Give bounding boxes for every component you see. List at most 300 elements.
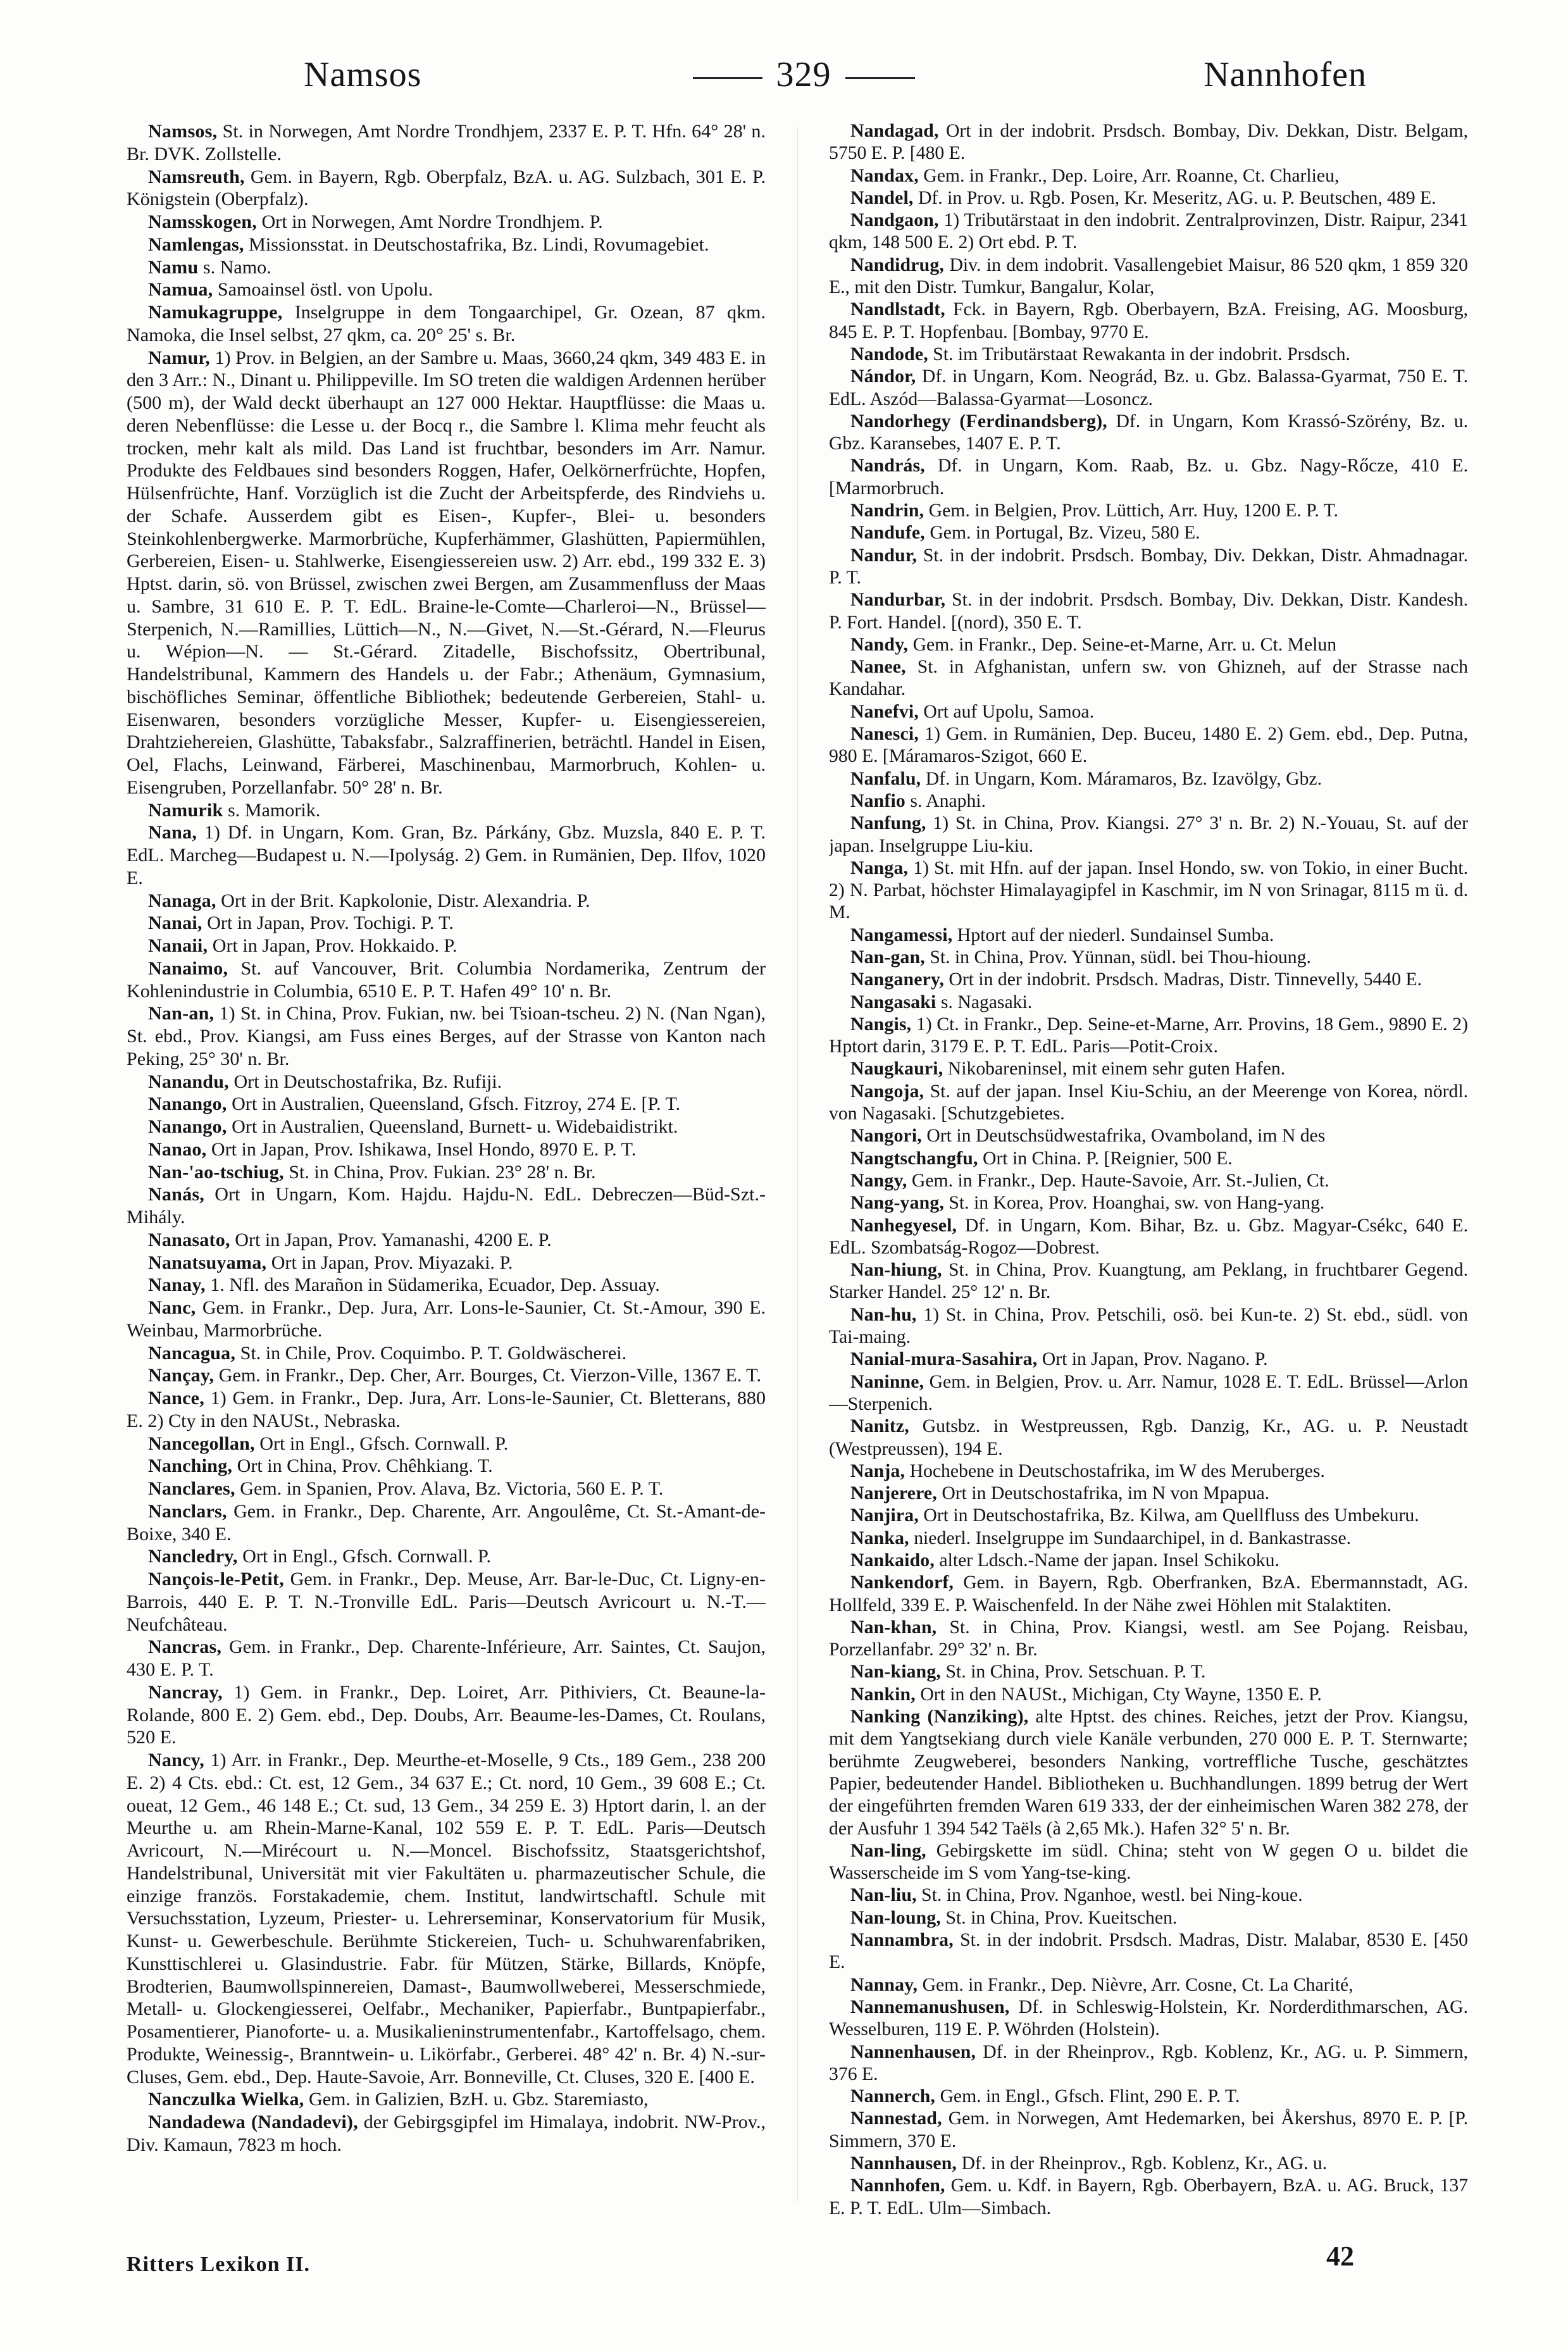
entry-text: St. in China, Prov. Kuangtung, am Peklang, in fruchtbarer Gegend. Starker Handel. 25° 12' n. Br.	[829, 1260, 1468, 1303]
entry-headword: Nandrás,	[850, 456, 925, 476]
dictionary-entry	[127, 1002, 766, 1070]
entry-text: Df. in Ungarn, Kom. Neográd, Bz. u. Gbz. Balassa-Gyarmat, 750 E. T. EdL. Aszód—Balassa-Gyarmat—Losoncz.	[829, 366, 1468, 409]
left-entry-list	[127, 120, 766, 2156]
dictionary-entry	[829, 1304, 1468, 1349]
dictionary-entry	[829, 1505, 1468, 1527]
dictionary-entry	[829, 656, 1468, 701]
entry-text: 1) Gem. in Frankr., Dep. Jura, Arr. Lons-le-Saunier, Ct. Bletterans, 880 E. 2) Cty in den NAUSt., Nebraska.	[127, 1387, 766, 1431]
entry-headword: Nan-kiang,	[850, 1662, 942, 1683]
entry-text: Fck. in Bayern, Rgb. Oberbayern, BzA. Freising, AG. Moosburg, 845 E. P. T. Hopfenbau. [Bombay, 9770 E.	[829, 299, 1468, 342]
entry-headword: Nan-ling,	[850, 1840, 926, 1861]
dictionary-entry	[829, 1706, 1468, 1840]
running-head	[146, 49, 1462, 100]
dictionary-entry	[829, 1170, 1468, 1192]
entry-headword: Nanaimo,	[148, 957, 228, 979]
sheet-number: 42	[1326, 2241, 1354, 2272]
entry-text: Ort in den NAUSt., Michigan, Cty Wayne, 1350 E. P.	[920, 1684, 1322, 1705]
entry-headword: Nanja,	[850, 1460, 905, 1481]
entry-headword: Nandagad,	[850, 121, 939, 141]
dictionary-entry	[127, 1183, 766, 1229]
entry-text: Ort in Deutschostafrika, Bz. Rufiji.	[233, 1070, 502, 1092]
entry-headword: Namukagruppe,	[148, 301, 283, 323]
dictionary-entry	[829, 768, 1468, 790]
entry-headword: Naugkauri,	[850, 1059, 943, 1080]
dictionary-entry	[127, 233, 766, 256]
entry-headword: Nanaga,	[148, 889, 216, 911]
entry-text: Hochebene in Deutschostafrika, im W des Meruberges.	[909, 1460, 1325, 1481]
entry-headword: Namurik	[148, 799, 223, 821]
entry-text: St. in China, Prov. Setschuan. P. T.	[945, 1662, 1206, 1683]
dash-right	[845, 77, 915, 79]
entry-text: Gem. in Frankr., Dep. Seine-et-Marne, Arr. u. Ct. Melun	[912, 634, 1337, 655]
entry-headword: Nan-gan,	[850, 947, 925, 968]
entry-text: Df. in Ungarn, Kom Krassó-Szörény, Bz. u. Gbz. Karansebes, 1407 E. P. T.	[829, 411, 1468, 454]
entry-text: der Gebirgsgipfel im Himalaya, indobrit. NW-Prov., Div. Kamaun, 7823 m hoch.	[127, 2111, 766, 2155]
entry-headword: Nannhofen,	[850, 2175, 945, 2196]
entry-headword: Nannemanushusen,	[850, 1996, 1010, 2017]
dictionary-entry	[829, 947, 1468, 969]
entry-text: 1) St. in China, Prov. Fukian, nw. bei Tsioan-tscheu. 2) N. (Nan Ngan), St. ebd., Prov. Kiangsi, am Fuss eines Berges, auf der Strasse von Kanton nach Peking, 25° 30' n. Br.	[127, 1002, 766, 1069]
dictionary-entry	[829, 411, 1468, 456]
entry-headword: Nanjerere,	[850, 1483, 937, 1504]
entry-headword: Nandy,	[850, 634, 909, 655]
dictionary-entry	[829, 1550, 1468, 1572]
entry-text: Gem. in Bayern, Rgb. Oberpfalz, BzA. u. AG. Sulzbach, 301 E. P. Königstein (Oberpfalz).	[127, 165, 766, 210]
entry-headword: Nançay,	[148, 1364, 215, 1386]
entry-headword: Nancegollan,	[148, 1432, 255, 1454]
entry-text: St. in der indobrit. Prsdsch. Bombay, Div. Dekkan, Distr. Ahmadnagar. P. T.	[829, 545, 1468, 588]
dictionary-entry	[127, 1274, 766, 1297]
dictionary-entry	[829, 1572, 1468, 1617]
entry-headword: Nangoja,	[850, 1081, 924, 1102]
entry-headword: Nanaii,	[148, 935, 208, 956]
text-columns	[127, 120, 1468, 2227]
dictionary-entry	[127, 1455, 766, 1478]
entry-headword: Nandufe,	[850, 523, 925, 544]
entry-text: Nikobareninsel, mit einem sehr guten Hafen.	[947, 1059, 1286, 1080]
dictionary-entry	[127, 1500, 766, 1546]
dictionary-entry	[829, 2175, 1468, 2220]
entry-headword: Nan-liu,	[850, 1885, 917, 1906]
entry-text: Ort in Norwegen, Amt Nordre Trondhjem. P.	[261, 211, 603, 232]
entry-text: St. in Afghanistan, unfern sw. von Ghizneh, auf der Strasse nach Kandahar.	[829, 657, 1468, 700]
entry-headword: Namua,	[148, 278, 213, 301]
entry-text: Ort in Ungarn, Kom. Hajdu. Hajdu-N. EdL. Debreczen—Büd-Szt.-Mihály.	[127, 1183, 766, 1228]
entry-text: Gutsbz. in Westpreussen, Rgb. Danzig, Kr., AG. u. P. Neustadt (Westpreussen), 194 E.	[829, 1416, 1468, 1459]
entry-text: St. auf der japan. Insel Kiu-Schiu, an der Meerenge von Korea, nördl. von Nagasaki. [Schutzgebietes.	[829, 1081, 1468, 1124]
entry-headword: Nandgaon,	[850, 210, 939, 231]
dictionary-entry	[127, 211, 766, 233]
entry-text: 1) Ct. in Frankr., Dep. Seine-et-Marne, Arr. Provins, 18 Gem., 9890 E. 2) Hptort darin, 3179 E. P. T. EdL. Paris—Potit-Croix.	[829, 1014, 1468, 1057]
dictionary-entry	[127, 1138, 766, 1161]
dictionary-entry	[829, 366, 1468, 411]
entry-text: 1) Prov. in Belgien, an der Sambre u. Maas, 3660,24 qkm, 349 483 E. in den 3 Arr.: N., Dinant u. Philippeville. Im SO treten die waldigen Ardennen herüber (500 m), der Wald deckt überhaupt an 127 000 Hektar. Hauptflüsse: die Maas u. deren Nebenflüsse: die Lesse u. der Bocq r., die Sambre l. Klima mehr feucht als trocken, mehr kalt als mild. Das Land ist fruchtbar, besonders im Arr. Namur. Produkte des Feldbaues sind besonders Roggen, Hafer, Oelkörnerfrüchte, Hopfen, Hülsenfrüchte, Hanf. Vorzüglich ist die Zucht der Arbeitspferde, des Rindviehs u. der Schafe. Ausserdem gibt es Eisen-, Kupfer-, Blei- u. besonders Steinkohlenbergwerke. Marmorbrüche, Kupferhämmer, Glashütten, Papiermühlen, Gerbereien, Eisen- u. Stahlwerke, Eisengiessereien usw. 2) Arr. ebd., 199 332 E. 3) Hptst. darin, sö. von Brüssel, zwischen zwei Bergen, am Zusammenfluss der Maas u. Sambre, 31 610 E. P. T. EdL. Braine-le-Comte—Charleroi—N., Brüssel—Sterpenich, N.—Ramillies, Lüttich—N., N.—Givet, N.—St.-Gérard, N.—Fleurus u. Wépion—N. — St.-Gérard. Zitadelle, Bischofssitz, Obertribunal, Handelstribunal, Kammern des Handels u. der Fabr.; Athenäum, Gymnasium, bischöfliches Seminar, öffentliche Bibliothek; bedeutende Gerbereien, Stahl- u. Eisenwaren, besonders vorzügliche Messer, Kupfer- u. Eisengiessereien, Drahtziehereien, Glashütte, Tabaksfabr., Salzraffinerien, beträchtl. Handel in Eisen, Oel, Flachs, Leinwand, Färberei, Maschinenbau, Marmorbruch, Kohlen- u. Eisengruben, Porzellanfabr. 50° 28' n. Br.	[127, 346, 766, 798]
dictionary-entry	[829, 1483, 1468, 1505]
dictionary-entry	[829, 1371, 1468, 1416]
entry-text: Gem. in Spanien, Prov. Alava, Bz. Victoria, 560 E. P. T.	[240, 1478, 664, 1499]
dictionary-entry	[829, 455, 1468, 500]
entry-headword: Nándor,	[850, 366, 916, 387]
entry-text: Ort in Japan, Prov. Tochigi. P. T.	[207, 912, 454, 934]
dictionary-entry	[127, 1071, 766, 1093]
dictionary-entry	[127, 301, 766, 347]
entry-headword: Nandidrug,	[850, 254, 945, 275]
dictionary-entry	[127, 1433, 766, 1455]
dictionary-entry	[829, 1974, 1468, 1996]
entry-headword: Nangasaki	[850, 992, 936, 1012]
entry-headword: Nannay,	[850, 1974, 918, 1995]
entry-headword: Nan-loung,	[850, 1907, 942, 1928]
dictionary-entry	[127, 2088, 766, 2111]
entry-text: Gem. in Belgien, Prov. Lüttich, Arr. Huy, 1200 E. P. T.	[928, 501, 1338, 521]
dictionary-entry	[127, 1252, 766, 1274]
entry-headword: Namu	[148, 256, 199, 278]
entry-text: St. in der indobrit. Prsdsch. Madras, Distr. Malabar, 8530 E. [450 E.	[829, 1930, 1468, 1973]
dictionary-entry	[127, 912, 766, 935]
dictionary-entry	[127, 1681, 766, 1749]
dictionary-entry	[829, 924, 1468, 947]
entry-text: alte Hptst. des chines. Reiches, jetzt der Prov. Kiangsu, mit dem Yangtsekiang durch viele Kanäle verbunden, 270 000 E. P. T. Sternwarte; berühmte Zeugweberei, besonders Nanking, vortreffliche Tusche, geschätztes Papier, bedeutender Handel. Bibliotheken u. Buchhandlungen. 1899 betrug der Wert der eingeführten fremden Waren 619 333, der der einheimischen Waren 382 278, der der Ausfuhr 1 394 542 Taëls (à 2,65 Mk.). Hafen 32° 5' n. Br.	[829, 1707, 1468, 1839]
dictionary-entry	[127, 1116, 766, 1138]
entry-headword: Nangy,	[850, 1170, 907, 1191]
dictionary-entry	[127, 821, 766, 889]
right-column	[829, 120, 1468, 2227]
entry-headword: Nanás,	[148, 1183, 204, 1205]
entry-headword: Nannambra,	[850, 1930, 954, 1951]
entry-text: Ort in Australien, Queensland, Gfsch. Fitzroy, 274 E. [P. T.	[232, 1093, 681, 1115]
entry-text: Div. in dem indobrit. Vasallengebiet Maisur, 86 520 qkm, 1 859 320 E., mit den Distr. Tumkur, Bangalur, Kolar,	[829, 254, 1468, 298]
entry-headword: Nankin,	[850, 1684, 916, 1705]
entry-text: s. Anaphi.	[910, 790, 986, 811]
dictionary-entry	[829, 1907, 1468, 1929]
entry-text: Gem. in Portugal, Bz. Vizeu, 580 E.	[930, 523, 1200, 544]
entry-headword: Nankaido,	[850, 1550, 935, 1571]
dictionary-entry	[127, 1229, 766, 1252]
entry-text: Ort in Engl., Gfsch. Cornwall. P.	[242, 1545, 492, 1567]
running-head-right-word: Nannhofen	[1204, 55, 1367, 94]
entry-headword: Nanasato,	[148, 1228, 230, 1250]
entry-text: Gem. in Belgien, Prov. u. Arr. Namur, 1028 E. T. EdL. Brüssel—Arlon—Sterpenich.	[829, 1371, 1468, 1414]
entry-text: Gem. in Galizien, BzH. u. Gbz. Staremiasto,	[308, 2088, 649, 2110]
dictionary-entry	[829, 1125, 1468, 1147]
dictionary-entry	[127, 935, 766, 957]
dictionary-entry	[829, 1528, 1468, 1550]
entry-text: 1) St. in China, Prov. Petschili, osö. bei Kun-te. 2) St. ebd., südl. von Tai-maing.	[829, 1304, 1468, 1348]
entry-headword: Nanclars,	[148, 1500, 227, 1522]
dictionary-entry	[829, 120, 1468, 165]
entry-text: Gem. in Frankr., Dep. Loire, Arr. Roanne, Ct. Charlieu,	[923, 165, 1340, 186]
entry-headword: Nandorhegy (Ferdinandsberg),	[850, 411, 1107, 432]
entry-text: Ort in Japan, Prov. Yamanashi, 4200 E. P.	[235, 1228, 552, 1250]
dictionary-entry	[829, 634, 1468, 656]
entry-headword: Nanao,	[148, 1138, 207, 1160]
entry-headword: Nan-an,	[148, 1002, 215, 1024]
dictionary-entry	[829, 812, 1468, 857]
entry-headword: Nandur,	[850, 545, 918, 566]
entry-text: Gem. in Bayern, Rgb. Oberfranken, BzA. Ebermannstadt, AG. Hollfeld, 339 E. P. Waischenfeld. In der Nähe zwei Höhlen mit Stalaktiten.	[829, 1572, 1468, 1615]
dictionary-entry	[127, 2111, 766, 2156]
entry-headword: Nangis,	[850, 1014, 912, 1035]
dictionary-entry	[127, 1636, 766, 1681]
dictionary-entry	[829, 299, 1468, 344]
dictionary-entry	[829, 1215, 1468, 1260]
entry-text: Gem. in Frankr., Dep. Charente-Inférieure, Arr. Saintes, Ct. Saujon, 430 E. P. T.	[127, 1636, 766, 1680]
entry-text: Hptort auf der niederl. Sundainsel Sumba.	[957, 924, 1274, 945]
entry-text: St. in der indobrit. Prsdsch. Bombay, Div. Dekkan, Distr. Kandesh. P. Fort. Handel. [(nord), 350 E. T.	[829, 590, 1468, 633]
dictionary-entry	[829, 723, 1468, 768]
dictionary-entry	[127, 957, 766, 1003]
entry-text: niederl. Inselgruppe im Sundaarchipel, in d. Bankastrasse.	[914, 1528, 1352, 1548]
entry-headword: Nannestad,	[850, 2108, 942, 2129]
entry-text: St. in Chile, Prov. Coquimbo. P. T. Goldwäscherei.	[240, 1341, 627, 1364]
entry-text: 1) Tributärstaat in den indobrit. Zentralprovinzen, Distr. Raipur, 2341 qkm, 148 500 E. 2) Ort ebd. P. T.	[829, 210, 1468, 253]
dictionary-entry	[127, 166, 766, 211]
entry-headword: Nan-hiung,	[850, 1260, 942, 1281]
dictionary-entry	[127, 799, 766, 822]
dictionary-entry	[829, 2086, 1468, 2108]
entry-text: Df. in Ungarn, Kom. Bihar, Bz. u. Gbz. Magyar-Csékc, 640 E. EdL. Szombatság-Rogoz—Dobrest.	[829, 1215, 1468, 1258]
dictionary-entry	[829, 790, 1468, 812]
dictionary-entry	[829, 589, 1468, 634]
dictionary-entry	[829, 1884, 1468, 1907]
dictionary-entry	[829, 1192, 1468, 1214]
entry-headword: Nanganery,	[850, 969, 944, 990]
dictionary-entry	[829, 187, 1468, 209]
entry-headword: Nan-khan,	[850, 1617, 937, 1638]
entry-text: Ort auf Upolu, Samoa.	[923, 701, 1095, 722]
entry-headword: Nanesci,	[850, 724, 919, 745]
entry-text: Ort in der indobrit. Prsdsch. Bombay, Div. Dekkan, Distr. Belgam, 5750 E. P. [480 E.	[829, 121, 1468, 164]
dictionary-entry	[829, 1348, 1468, 1371]
entry-headword: Nannenhausen,	[850, 2041, 976, 2062]
entry-text: Samoainsel östl. von Upolu.	[217, 278, 433, 301]
dictionary-entry	[127, 1568, 766, 1636]
entry-headword: Nance,	[148, 1387, 204, 1409]
entry-text: Ort in China. P. [Reignier, 500 E.	[983, 1148, 1233, 1169]
entry-text: Ort in Japan, Prov. Hokkaido. P.	[212, 935, 457, 956]
entry-text: Ort in der Brit. Kapkolonie, Distr. Alexandria. P.	[221, 889, 590, 911]
dictionary-entry	[127, 1297, 766, 1342]
entry-headword: Namsreuth,	[148, 165, 245, 187]
dictionary-entry	[829, 992, 1468, 1014]
entry-headword: Nanka,	[850, 1528, 909, 1548]
dictionary-entry	[829, 969, 1468, 991]
dictionary-entry	[127, 890, 766, 912]
entry-headword: Nandax,	[850, 165, 919, 186]
entry-text: 1) Df. in Ungarn, Kom. Gran, Bz. Párkány, Gbz. Muzsla, 840 E. P. T. EdL. Marcheg—Budapest u. N.—Ipolyság. 2) Gem. in Rumänien, Dep. Ilfov, 1020 E.	[127, 821, 766, 888]
entry-text: Gem. u. Kdf. in Bayern, Rgb. Oberbayern, BzA. u. AG. Bruck, 137 E. P. T. EdL. Ulm—Simbach.	[829, 2175, 1468, 2218]
dictionary-entry	[829, 545, 1468, 590]
dictionary-entry	[829, 2108, 1468, 2153]
entry-text: Ort in Deutschostafrika, Bz. Kilwa, am Quellfluss des Umbekuru.	[923, 1505, 1419, 1526]
entry-headword: Nandrin,	[850, 501, 924, 521]
page-footer	[127, 2241, 1468, 2297]
entry-headword: Namur,	[148, 346, 210, 368]
dictionary-entry	[127, 120, 766, 166]
entry-headword: Nankendorf,	[850, 1572, 954, 1593]
dictionary-entry	[829, 1014, 1468, 1059]
entry-headword: Nançois-le-Petit,	[148, 1568, 284, 1590]
right-entry-list	[829, 120, 1468, 2220]
entry-headword: Nanai,	[148, 912, 202, 934]
entry-headword: Nanee,	[850, 657, 906, 678]
dictionary-entry	[829, 1259, 1468, 1304]
dictionary-entry	[829, 2153, 1468, 2175]
entry-text: s. Mamorik.	[227, 799, 321, 821]
entry-headword: Nanclares,	[148, 1478, 235, 1499]
entry-text: Ort in der indobrit. Prsdsch. Madras, Distr. Tinnevelly, 5440 E.	[949, 969, 1422, 990]
entry-text: s. Nagasaki.	[940, 992, 1033, 1012]
dictionary-entry	[127, 1093, 766, 1116]
entry-headword: Nancray,	[148, 1681, 223, 1703]
dictionary-entry	[127, 1342, 766, 1365]
dictionary-entry	[829, 1929, 1468, 1974]
entry-text: Ort in Australien, Queensland, Burnett- u. Widebaidistrikt.	[232, 1116, 678, 1137]
entry-text: St. in China, Prov. Kueitschen.	[945, 1907, 1178, 1928]
entry-text: St. in China, Prov. Kiangsi, westl. am See Pojang. Reisbau, Porzellanfabr. 29° 32' n. Br.	[829, 1617, 1468, 1660]
entry-headword: Nan-hu,	[850, 1304, 917, 1325]
entry-text: Ort in China, Prov. Chêhkiang. T.	[237, 1455, 493, 1477]
entry-headword: Nancras,	[148, 1636, 222, 1658]
entry-headword: Nanc,	[148, 1297, 196, 1318]
entry-headword: Nanczulka Wielka,	[148, 2088, 304, 2110]
entry-headword: Nanfio	[850, 790, 905, 811]
dictionary-entry	[127, 1387, 766, 1433]
dictionary-entry	[127, 347, 766, 799]
entry-text: 1) Arr. in Frankr., Dep. Meurthe-et-Moselle, 9 Cts., 189 Gem., 238 200 E. 2) 4 Cts. ebd.: Ct. est, 12 Gem., 34 637 E.; Ct. nord, 10 Gem., 39 608 E.; Ct. oueat, 12 Gem., 46 148 E.; Ct. sud, 13 Gem., 34 259 E. 3) Hptort darin, l. an der Meurthe u. am Rhein-Marne-Kanal, 102 559 E. P. T. EdL. Paris—Deutsch Avricourt, N.—Mirécourt u. N.—Moncel. Bischofssitz, Staatsgerichtshof, Handelstribunal, Universität mit vier Fakultäten u. pharmazeutischer Schule, die einzige französ. Forstakademie, chem. Institut, landwirtschaftl. Schule mit Versuchsstation, Lyzeum, Priester- u. Lehrerseminar, Konservatorium für Musik, Kunst- u. Gewerbeschule. Berühmte Stickereien, Tuch- u. Schuhwarenfabriken, Kunsttischlerei u. Glasindustrie. Fabr. für Mützen, Stärke, Billards, Knöpfe, Brodterien, Baumwollspinnereien, Damast-, Baumwollweberei, Messerschmiede, Metall- u. Glockengiesserei, Oelfabr., Mechaniker, Papierfabr., Buntpapierfabr., Posamentierer, Pianoforte- u. a. Musikalieninstrumentenfabr., Kartoffelsago, chem. Produkte, Weinessig-, Branntwein- u. Likörfabr., Gerberei. 48° 42' n. Br. 4) N.-sur-Cluses, Gem. ebd., Dep. Haute-Savoie, Arr. Bonneville, Ct. Cluses, 320 E. [400 E.	[127, 1749, 766, 2088]
entry-headword: Nana,	[148, 821, 197, 843]
entry-headword: Nanatsuyama,	[148, 1251, 267, 1273]
page-number-text: 329	[776, 55, 831, 94]
entry-text: St. auf Vancouver, Brit. Columbia Nordamerika, Zentrum der Kohlenindustrie in Columbia, 6510 E. P. T. Hafen 49° 10' n. Br.	[127, 957, 766, 1002]
entry-text: Df. in der Rheinprov., Rgb. Koblenz, Kr., AG. u.	[961, 2153, 1328, 2174]
entry-text: St. in China, Prov. Nganhoe, westl. bei Ning-koue.	[921, 1885, 1303, 1906]
printer-signature: Ritters Lexikon II.	[127, 2253, 311, 2276]
dictionary-entry	[127, 1364, 766, 1387]
entry-headword: Nangori,	[850, 1126, 922, 1147]
dictionary-entry	[829, 500, 1468, 522]
dictionary-entry	[829, 1840, 1468, 1885]
entry-text: St. in China, Prov. Fukian. 23° 28' n. Br.	[289, 1160, 596, 1183]
entry-text: Gebirgskette im südl. China; steht von W gegen O u. bildet die Wasserscheide im S vom Yang-tse-king.	[829, 1840, 1468, 1884]
entry-text: Gem. in Norwegen, Amt Hedemarken, bei Åkershus, 8970 E. P. [P. Simmern, 370 E.	[829, 2108, 1468, 2151]
entry-text: Df. in Schleswig-Holstein, Kr. Norderdithmarschen, AG. Wesselburen, 119 E. P. Wöhrden (Holstein).	[829, 1996, 1468, 2040]
dictionary-entry	[829, 1996, 1468, 2041]
entry-headword: Namlengas,	[148, 233, 244, 255]
entry-headword: Namsskogen,	[148, 211, 257, 232]
entry-text: 1) Gem. in Frankr., Dep. Loiret, Arr. Pithiviers, Ct. Beaune-la-Rolande, 800 E. 2) Gem. ebd., Dep. Doubs, Arr. Beaume-les-Dames, Ct. Roulans, 520 E.	[127, 1681, 766, 1748]
dictionary-entry	[127, 1161, 766, 1184]
entry-headword: Nancagua,	[148, 1341, 236, 1364]
dictionary-entry	[829, 209, 1468, 254]
entry-headword: Nanango,	[148, 1093, 227, 1115]
entry-headword: Nandel,	[850, 187, 914, 208]
entry-text: Ort in Deutschostafrika, im N von Mpapua.	[942, 1483, 1270, 1504]
dictionary-entry	[829, 1661, 1468, 1683]
dictionary-entry	[829, 1617, 1468, 1662]
entry-headword: Nandurbar,	[850, 590, 946, 611]
entry-text: 1) St. mit Hfn. auf der japan. Insel Hondo, sw. von Tokio, in einer Bucht. 2) N. Parbat, höchster Himalayagipfel in Kaschmir, im N von Srinagar, 8115 m ü. d. M.	[829, 857, 1468, 923]
column-divider	[797, 127, 798, 2202]
entry-text: St. in Norwegen, Amt Nordre Trondhjem, 2337 E. P. T. Hfn. 64° 28' n. Br. DVK. Zollstelle.	[127, 120, 766, 165]
entry-text: Missionsstat. in Deutschostafrika, Bz. Lindi, Rovumagebiet.	[249, 233, 709, 255]
dictionary-entry	[127, 278, 766, 301]
dictionary-entry	[127, 256, 766, 279]
dictionary-entry	[829, 857, 1468, 924]
dictionary-entry	[829, 1684, 1468, 1706]
entry-headword: Naninne,	[850, 1371, 924, 1392]
dictionary-entry	[127, 1749, 766, 2088]
entry-text: Gem. in Frankr., Dep. Charente, Arr. Angoulême, Ct. St.-Amant-de-Boixe, 340 E.	[127, 1500, 766, 1545]
entry-text: Ort in Engl., Gfsch. Cornwall. P.	[259, 1432, 509, 1454]
entry-text: St. in China, Prov. Yünnan, südl. bei Thou-hioung.	[930, 947, 1311, 968]
entry-headword: Nanjira,	[850, 1505, 919, 1526]
dictionary-entry	[829, 344, 1468, 366]
dictionary-entry	[829, 165, 1468, 187]
entry-headword: Nan-'ao-tschiug,	[148, 1160, 284, 1183]
entry-text: s. Namo.	[202, 256, 271, 278]
entry-text: Df. in der Rheinprov., Rgb. Koblenz, Kr., AG. u. P. Simmern, 376 E.	[829, 2041, 1468, 2084]
dictionary-entry	[829, 1058, 1468, 1080]
dictionary-entry	[829, 522, 1468, 544]
entry-headword: Nanandu,	[148, 1070, 229, 1092]
entry-headword: Nannhausen,	[850, 2153, 957, 2174]
dictionary-entry	[829, 254, 1468, 299]
dictionary-entry	[829, 1148, 1468, 1170]
entry-headword: Nangtschangfu,	[850, 1148, 978, 1169]
entry-headword: Nanfalu,	[850, 768, 921, 789]
dash-left	[693, 77, 762, 79]
entry-headword: Nandadewa (Nandadevi),	[148, 2111, 358, 2132]
entry-headword: Nanay,	[148, 1274, 206, 1296]
entry-headword: Nangamessi,	[850, 924, 953, 945]
entry-headword: Nanking (Nanziking),	[850, 1707, 1029, 1727]
entry-headword: Nanitz,	[850, 1416, 909, 1437]
entry-text: 1. Nfl. des Marañon in Südamerika, Ecuador, Dep. Assuay.	[210, 1274, 660, 1296]
entry-text: 1) Gem. in Rumänien, Dep. Buceu, 1480 E. 2) Gem. ebd., Dep. Putna, 980 E. [Máramaros-Szigot, 660 E.	[829, 724, 1468, 767]
running-head-left-word: Namsos	[304, 55, 422, 94]
dictionary-entry	[127, 1478, 766, 1500]
dictionary-entry	[829, 2041, 1468, 2086]
entry-headword: Nandlstadt,	[850, 299, 945, 320]
entry-headword: Nanango,	[148, 1116, 227, 1137]
entry-headword: Nandode,	[850, 344, 928, 364]
dictionary-entry	[127, 1545, 766, 1568]
entry-text: 1) St. in China, Prov. Kiangsi. 27° 3' n. Br. 2) N.-Youau, St. auf der japan. Inselgruppe Liu-kiu.	[829, 813, 1468, 856]
entry-headword: Nang-yang,	[850, 1193, 944, 1214]
entry-text: Ort in Japan, Prov. Miyazaki. P.	[271, 1251, 513, 1273]
entry-text: Ort in Japan, Prov. Nagano. P.	[1042, 1349, 1268, 1370]
entry-headword: Nanching,	[148, 1455, 233, 1477]
entry-headword: Namsos,	[148, 120, 218, 142]
entry-headword: Nanfung,	[850, 813, 926, 834]
entry-text: Gem. in Frankr., Dep. Nièvre, Arr. Cosne, Ct. La Charité,	[922, 1974, 1353, 1995]
dictionary-entry	[829, 701, 1468, 723]
entry-text: Ort in Deutschsüdwestafrika, Ovamboland, im N des	[926, 1126, 1326, 1147]
entry-text: St. im Tributärstaat Rewakanta in der indobrit. Prsdsch.	[933, 344, 1350, 364]
entry-text: Df. in Prov. u. Rgb. Posen, Kr. Meseritz, AG. u. P. Beutschen, 489 E.	[918, 187, 1436, 208]
entry-text: St. in Korea, Prov. Hoanghai, sw. von Hang-yang.	[949, 1193, 1325, 1214]
entry-text: Gem. in Frankr., Dep. Jura, Arr. Lons-le-Saunier, Ct. St.-Amour, 390 E. Weinbau, Marmorbrüche.	[127, 1297, 766, 1341]
entry-headword: Nanefvi,	[850, 701, 919, 722]
entry-text: Gem. in Frankr., Dep. Haute-Savoie, Arr. St.-Julien, Ct.	[911, 1170, 1329, 1191]
entry-headword: Nanial-mura-Sasahira,	[850, 1349, 1038, 1370]
entry-text: Gem. in Frankr., Dep. Cher, Arr. Bourges, Ct. Vierzon-Ville, 1367 E. T.	[218, 1364, 761, 1386]
dictionary-entry	[829, 1081, 1468, 1126]
entry-text: Inselgruppe in dem Tongaarchipel, Gr. Ozean, 87 qkm. Namoka, die Insel selbst, 27 qkm, ca. 20° 25' s. Br.	[127, 301, 766, 345]
dictionary-entry	[829, 1416, 1468, 1460]
entry-headword: Nannerch,	[850, 2086, 936, 2107]
